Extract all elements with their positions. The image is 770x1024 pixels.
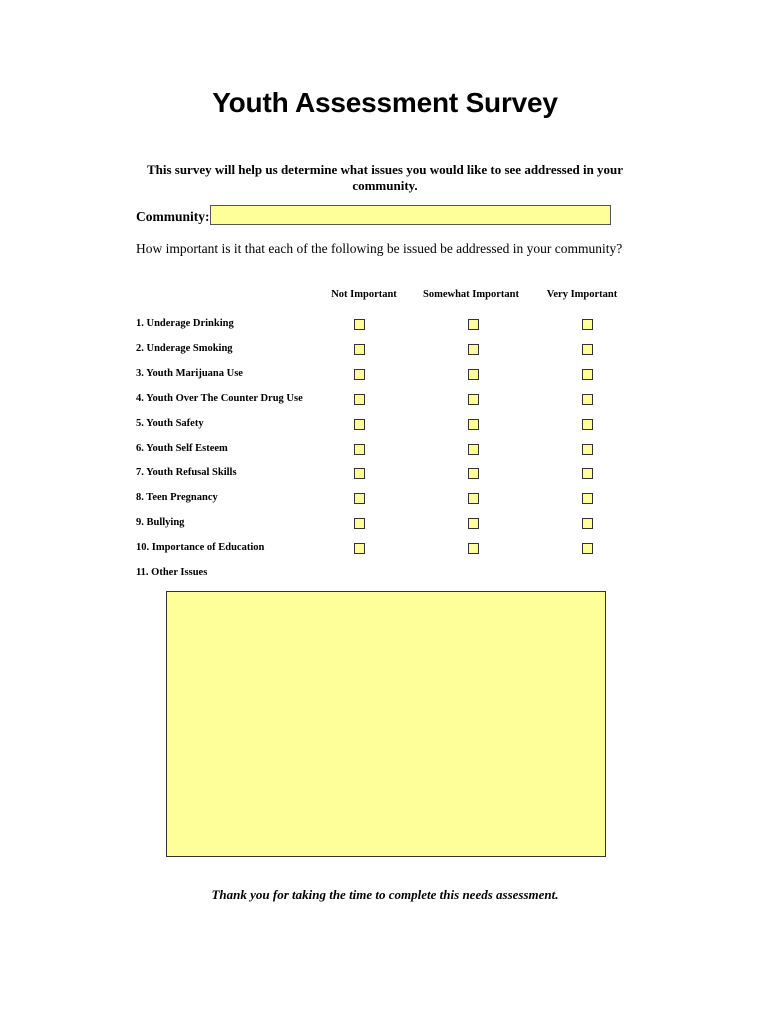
checkbox-not-important[interactable]: [354, 344, 365, 355]
thank-you-note: Thank you for taking the time to complete this needs assessment.: [211, 887, 559, 902]
checkbox-very-important[interactable]: [582, 444, 593, 455]
issue-label: 4. Youth Over The Counter Drug Use: [136, 392, 303, 404]
other-issues-label: 11. Other Issues: [136, 567, 208, 578]
issue-label: 10. Importance of Education: [136, 542, 265, 554]
checkbox-very-important[interactable]: [582, 518, 593, 529]
issue-label: 3. Youth Marijuana Use: [136, 367, 243, 379]
checkbox-very-important[interactable]: [582, 468, 593, 479]
checkbox-not-important[interactable]: [354, 518, 365, 529]
intro-text: This survey will help us determine what issues you would like to see addressed in your community.: [146, 162, 624, 193]
checkbox-very-important[interactable]: [582, 493, 593, 504]
checkbox-not-important[interactable]: [354, 369, 365, 380]
checkbox-somewhat-important[interactable]: [468, 518, 479, 529]
checkbox-very-important[interactable]: [582, 344, 593, 355]
checkbox-very-important[interactable]: [582, 319, 593, 330]
community-label: Community:: [136, 209, 210, 224]
checkbox-somewhat-important[interactable]: [468, 419, 479, 430]
issue-label: 6. Youth Self Esteem: [136, 442, 228, 454]
checkbox-somewhat-important[interactable]: [468, 369, 479, 380]
question-text: How important is it that each of the following be issued be addressed in your community?: [136, 241, 623, 256]
checkbox-somewhat-important[interactable]: [468, 394, 479, 405]
checkbox-very-important[interactable]: [582, 543, 593, 554]
issue-label: 2. Underage Smoking: [136, 342, 233, 354]
column-very-important: Very Important: [546, 289, 618, 300]
page-title: Youth Assessment Survey: [212, 87, 558, 118]
checkbox-somewhat-important[interactable]: [468, 344, 479, 355]
other-issues-field[interactable]: [166, 591, 606, 857]
issue-label: 7. Youth Refusal Skills: [136, 467, 237, 479]
column-somewhat-important: Somewhat Important: [423, 289, 519, 300]
checkbox-not-important[interactable]: [354, 394, 365, 405]
checkbox-not-important[interactable]: [354, 419, 365, 430]
checkbox-not-important[interactable]: [354, 319, 365, 330]
issue-label: 5. Youth Safety: [136, 417, 204, 429]
checkbox-somewhat-important[interactable]: [468, 493, 479, 504]
checkbox-somewhat-important[interactable]: [468, 543, 479, 554]
checkbox-somewhat-important[interactable]: [468, 468, 479, 479]
issue-label: 1. Underage Drinking: [136, 318, 234, 329]
checkbox-not-important[interactable]: [354, 468, 365, 479]
checkbox-not-important[interactable]: [354, 444, 365, 455]
checkbox-not-important[interactable]: [354, 543, 365, 554]
checkbox-somewhat-important[interactable]: [468, 319, 479, 330]
checkbox-somewhat-important[interactable]: [468, 444, 479, 455]
issue-label: 8. Teen Pregnancy: [136, 492, 218, 504]
checkbox-very-important[interactable]: [582, 419, 593, 430]
checkbox-very-important[interactable]: [582, 369, 593, 380]
column-not-important: Not Important: [331, 289, 397, 300]
checkbox-not-important[interactable]: [354, 493, 365, 504]
community-field[interactable]: [210, 205, 611, 225]
checkbox-very-important[interactable]: [582, 394, 593, 405]
issue-label: 9. Bullying: [136, 517, 185, 529]
